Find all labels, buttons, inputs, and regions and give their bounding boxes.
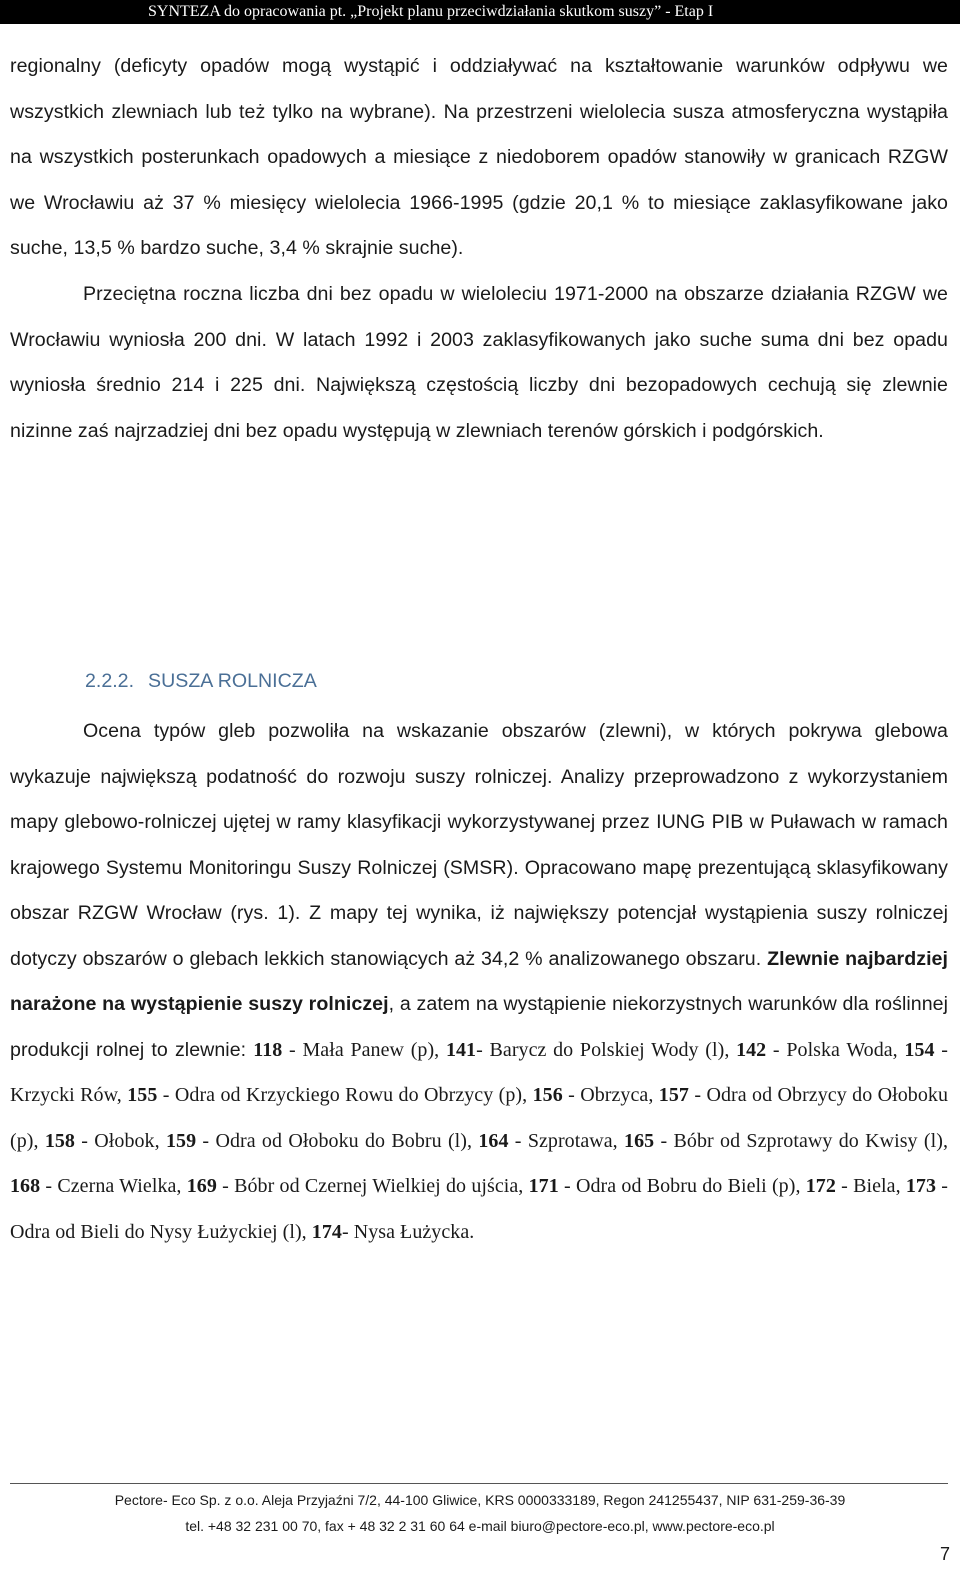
paragraph-intro-text: Ocena typów gleb pozwoliła na wskazanie obszarów (zlewni), w których pokrywa glebowa wykazuje największą podatność do rozwoju suszy rolniczej. Analizy przeprowadzono z wykorzystaniem mapy glebowo-rolniczej ujętej w ramy klasyfikacji wykorzystywanej przez IUNG PIB w Puławach w ramach krajowego Systemu Monitoringu Suszy Rolniczej (SMSR). Opracowano mapę prezentującą sklasyfikowany obszar RZGW Wrocław (rys. 1). Z mapy tej wynika, iż największy potencjał wystąpienia suszy rolniczej dotyczy obszarów o glebach lekkich stanowiących aż 34,2 % analizowanego obszaru. xyxy=(10,720,948,970)
footer-divider xyxy=(10,1483,948,1484)
paragraph-soil-assessment xyxy=(10,709,948,1255)
catchment-code: 155 xyxy=(127,1084,158,1106)
catchment-name: - Polska Woda, xyxy=(766,1038,905,1061)
catchment-code: 172 xyxy=(805,1175,836,1197)
catchment-list xyxy=(10,1039,948,1243)
paragraph-drought-atmospheric: regionalny (deficyty opadów mogą wystąpić i oddziaływać na kształtowanie warunków odpływu we wszystkich zlewniach lub też tylko na wybrane). Na przestrzeni wielolecia susza atmosferyczna wystąpiła na wszystkich posterunkach opadowych a miesiące z niedoborem opadów stanowiły w granicach RZGW we Wrocławiu aż 37 % miesięcy wielolecia 1966-1995 (gdzie 20,1 % to miesiące zaklasyfikowane jako suche, 13,5 % bardzo suche, 3,4 % skrajnie suche). xyxy=(10,55,948,260)
catchment-code: 169 xyxy=(186,1175,217,1197)
catchment-code: 118 xyxy=(253,1038,283,1061)
bold-phrase-most-vulnerable: Zlewnie najbardziej narażone na wystąpienie suszy rolniczej xyxy=(10,947,948,1015)
catchment-name: - Czerna Wielka, xyxy=(40,1175,187,1197)
section-heading-number: 2.2.2. xyxy=(85,670,135,692)
catchment-code: 171 xyxy=(528,1175,559,1197)
catchment-name: - Bóbr od Czernej Wielkiej do ujścia, xyxy=(216,1175,529,1197)
catchment-name: - Szprotawa, xyxy=(508,1129,625,1152)
running-header xyxy=(0,0,960,24)
catchment-name: - Bóbr od Szprotawy do Kwisy (l), xyxy=(654,1129,948,1152)
catchment-name: - Barycz do Polskiej Wody (l), xyxy=(476,1038,737,1061)
catchment-code: 174 xyxy=(311,1220,342,1243)
section-heading-title: SUSZA ROLNICZA xyxy=(148,670,317,692)
catchment-code: 164 xyxy=(478,1129,509,1152)
catchment-name: - Odra od Ołoboku do Bobru (l), xyxy=(196,1129,479,1152)
catchment-name: - Odra od Bobru do Bieli (p), xyxy=(558,1175,806,1197)
section-1-text xyxy=(10,44,948,454)
catchment-name: - Odra od Obrzycy do Ołoboku (p), xyxy=(10,1084,948,1152)
catchment-name: - Nysa Łużycka. xyxy=(341,1220,475,1243)
running-header-title: SYNTEZA do opracowania pt. „Projekt planu przeciwdziałania skutkom suszy” - Etap I xyxy=(148,3,714,20)
section-heading-agricultural-drought xyxy=(85,663,317,699)
catchment-name: - Ołobok, xyxy=(74,1129,166,1152)
catchment-code: 141 xyxy=(445,1038,477,1061)
catchment-name: - Mała Panew (p), xyxy=(282,1038,446,1061)
catchment-code: 157 xyxy=(658,1084,689,1106)
catchment-code: 165 xyxy=(624,1129,655,1152)
catchment-name: - Odra od Bieli do Nysy Łużyckiej (l), xyxy=(10,1175,948,1243)
footer-company-line: Pectore- Eco Sp. z o.o. Aleja Przyjaźni 7/2, 44-100 Gliwice, KRS 0000333189, Regon 241255437, NIP 631-259-36-39 xyxy=(114,1492,846,1508)
catchment-code: 154 xyxy=(904,1038,935,1061)
paragraph-days-without-rain: Przeciętna roczna liczba dni bez opadu w wieloleciu 1971-2000 na obszarze działania RZGW we Wrocławiu wyniosła 200 dni. W latach 1992 i 2003 zaklasyfikowanych jako suche suma dni bez opadu wyniosła średnio 214 i 225 dni. Największą częstością liczby dni bezopadowych cechują się zlewnie nizinne zaś najrzadziej dni bez opadu występują w zlewniach terenów górskich i podgórskich. xyxy=(10,282,948,442)
catchment-name: - Odra od Krzyckiego Rowu do Obrzycy (p), xyxy=(157,1084,533,1106)
catchment-code: 173 xyxy=(905,1175,937,1197)
footer-contact-line: tel. +48 32 231 00 70, fax + 48 32 2 31 60 64 e-mail biuro@pectore-eco.pl, www.pectore-eco.pl xyxy=(185,1518,775,1534)
catchment-name: - Krzycki Rów, xyxy=(10,1038,948,1106)
catchment-code: 168 xyxy=(10,1175,41,1197)
catchment-name: - Biela, xyxy=(835,1175,906,1197)
catchment-code: 159 xyxy=(165,1129,197,1152)
catchment-code: 142 xyxy=(736,1038,767,1061)
paragraph-after-bold-text: , a zatem na wystąpienie niekorzystnych warunków dla roślinnej produkcji rolnej to zlewnie: xyxy=(10,993,948,1061)
section-2-text xyxy=(10,709,948,1255)
catchment-code: 156 xyxy=(532,1084,563,1106)
catchment-code: 158 xyxy=(44,1129,75,1152)
catchment-name: - Obrzyca, xyxy=(562,1084,659,1106)
page-number: 7 xyxy=(939,1544,950,1564)
